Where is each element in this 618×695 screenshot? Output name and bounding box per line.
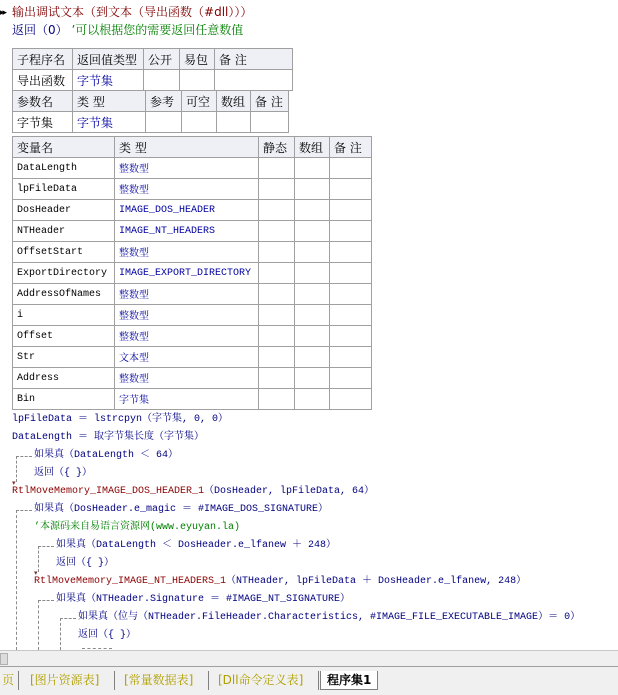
tab-assembly-1[interactable]: 程序集1 xyxy=(320,671,378,690)
var-array-cell[interactable] xyxy=(295,179,330,200)
tab-dll-commands[interactable]: [Dll命令定义表] xyxy=(218,673,304,687)
var-type-cell[interactable]: IMAGE_NT_HEADERS xyxy=(115,221,259,242)
variable-row[interactable] xyxy=(13,221,372,242)
block-guide xyxy=(60,618,61,650)
variable-row[interactable] xyxy=(13,368,372,389)
sub-col-name: 子程序名 xyxy=(13,49,73,70)
function-call: RtlMoveMemory_IMAGE_NT_HEADERS_1 xyxy=(34,576,227,587)
param-col-note: 备 注 xyxy=(251,91,289,112)
condition: （位与（NTHeader.FileHeader.Characteristics, #IMAGE_FILE_EXECUTABLE_IMAGE）＝ 0） xyxy=(108,612,581,623)
var-name-cell[interactable]: DosHeader xyxy=(13,200,115,221)
var-note-cell[interactable] xyxy=(330,389,372,410)
return-line[interactable] xyxy=(12,22,243,38)
variable-row[interactable] xyxy=(13,200,372,221)
keyword-if: 如果真 xyxy=(78,612,108,623)
horizontal-scrollbar[interactable] xyxy=(0,650,618,666)
param-nullable-cell[interactable] xyxy=(182,112,217,133)
var-type-cell[interactable]: 整数型 xyxy=(115,305,259,326)
variable-row[interactable] xyxy=(13,242,372,263)
sub-note-cell[interactable] xyxy=(215,70,293,91)
param-type-cell[interactable]: 字节集 xyxy=(73,112,146,133)
block-guide xyxy=(38,600,54,601)
tab-image-resources[interactable]: [图片资源表] xyxy=(30,673,100,687)
var-array-cell[interactable] xyxy=(295,221,330,242)
variable-row[interactable] xyxy=(13,263,372,284)
var-note-cell[interactable] xyxy=(330,284,372,305)
var-type-cell[interactable]: 整数型 xyxy=(115,179,259,200)
keyword-if: 如果真 xyxy=(56,594,86,605)
tab-separator xyxy=(18,671,19,690)
variable-row[interactable] xyxy=(13,158,372,179)
var-name-cell[interactable]: Offset xyxy=(13,326,115,347)
var-name-cell[interactable]: ExportDirectory xyxy=(13,263,115,284)
var-static-cell[interactable] xyxy=(259,347,295,368)
var-note-cell[interactable] xyxy=(330,242,372,263)
tab-separator xyxy=(318,671,319,690)
block-guide xyxy=(38,546,54,547)
var-static-cell[interactable] xyxy=(259,158,295,179)
var-name-cell[interactable]: Str xyxy=(13,347,115,368)
param-array-cell[interactable] xyxy=(217,112,251,133)
sub-col-public: 公开 xyxy=(144,49,180,70)
var-type-cell[interactable]: IMAGE_EXPORT_DIRECTORY xyxy=(115,263,259,284)
block-guide xyxy=(38,546,39,572)
sub-col-return-type: 返回值类型 xyxy=(73,49,144,70)
param-col-name: 参数名 xyxy=(13,91,73,112)
block-end-marker: ▾ xyxy=(12,479,16,487)
var-static-cell[interactable] xyxy=(259,179,295,200)
variable-row[interactable] xyxy=(13,347,372,368)
var-name-cell[interactable]: OffsetStart xyxy=(13,242,115,263)
var-type-cell[interactable]: IMAGE_DOS_HEADER xyxy=(115,200,259,221)
var-type-cell[interactable]: 字节集 xyxy=(115,389,259,410)
code-line[interactable]: 返回（{ }） xyxy=(78,630,137,641)
var-static-cell[interactable] xyxy=(259,389,295,410)
var-name-cell[interactable]: AddressOfNames xyxy=(13,284,115,305)
var-type-cell[interactable]: 整数型 xyxy=(115,368,259,389)
code-line[interactable] xyxy=(12,484,374,500)
var-array-cell[interactable] xyxy=(295,305,330,326)
var-note-cell[interactable] xyxy=(330,347,372,368)
sub-col-note: 备 注 xyxy=(215,49,293,70)
code-line[interactable]: 返回（{ }） xyxy=(34,468,93,479)
var-static-cell[interactable] xyxy=(259,305,295,326)
func-args: （到文本（导出函数（#dll））） xyxy=(84,5,253,19)
return-comment: ’可以根据您的需要返回任意数值 xyxy=(71,23,244,37)
var-array-cell[interactable] xyxy=(295,200,330,221)
var-name-cell[interactable]: i xyxy=(13,305,115,326)
variable-row[interactable] xyxy=(13,305,372,326)
var-name-cell[interactable]: lpFileData xyxy=(13,179,115,200)
call-args: （NTHeader, lpFileData ＋ DosHeader.e_lfanew, 248） xyxy=(226,576,527,587)
var-note-cell[interactable] xyxy=(330,368,372,389)
condition: （DataLength ＜ 64） xyxy=(64,450,179,461)
var-type-cell[interactable]: 文本型 xyxy=(115,347,259,368)
tab-constant-data[interactable]: [常量数据表] xyxy=(124,673,194,687)
tab-bar xyxy=(0,666,618,695)
keyword-if: 如果真 xyxy=(34,450,64,461)
sub-epkg-cell[interactable] xyxy=(180,70,215,91)
condition: （NTHeader.Signature ＝ #IMAGE_NT_SIGNATURE） xyxy=(86,594,351,605)
keyword-if: 如果真 xyxy=(56,540,86,551)
sub-name-cell[interactable]: 导出函数 xyxy=(13,70,73,91)
tab-separator xyxy=(208,671,209,690)
sub-col-epkg: 易包 xyxy=(180,49,215,70)
subroutine-table[interactable] xyxy=(12,48,293,91)
block-guide xyxy=(38,600,39,650)
var-note-cell[interactable] xyxy=(330,326,372,347)
var-array-cell[interactable] xyxy=(295,242,330,263)
var-col-note: 备 注 xyxy=(330,137,372,158)
var-col-static: 静态 xyxy=(259,137,295,158)
var-static-cell[interactable] xyxy=(259,263,295,284)
param-col-array: 数组 xyxy=(217,91,251,112)
var-name-cell[interactable]: Bin xyxy=(13,389,115,410)
var-array-cell[interactable] xyxy=(295,368,330,389)
var-type-cell[interactable]: 整数型 xyxy=(115,242,259,263)
var-col-array: 数组 xyxy=(295,137,330,158)
param-name-cell[interactable]: 字节集 xyxy=(13,112,73,133)
var-type-cell[interactable]: 整数型 xyxy=(115,284,259,305)
return-statement: 返回（0） xyxy=(12,23,68,37)
var-col-type: 类 型 xyxy=(115,137,259,158)
variable-row[interactable] xyxy=(13,179,372,200)
var-static-cell[interactable] xyxy=(259,242,295,263)
var-static-cell[interactable] xyxy=(259,368,295,389)
variable-row[interactable] xyxy=(13,326,372,347)
current-line-arrow-icon: ▸▸ xyxy=(0,8,6,18)
block-end-marker: ▾ xyxy=(34,569,38,577)
code-line[interactable]: 返回（{ }） xyxy=(56,558,115,569)
var-array-cell[interactable] xyxy=(295,389,330,410)
code-line[interactable] xyxy=(34,448,178,464)
code-line[interactable] xyxy=(78,610,580,626)
var-type-cell[interactable]: 整数型 xyxy=(115,326,259,347)
var-note-cell[interactable] xyxy=(330,179,372,200)
block-guide xyxy=(82,648,112,649)
var-array-cell[interactable] xyxy=(295,347,330,368)
code-line[interactable] xyxy=(34,574,526,590)
param-note-cell[interactable] xyxy=(251,112,289,133)
block-guide xyxy=(16,456,17,482)
variable-table[interactable] xyxy=(12,136,372,410)
block-guide xyxy=(16,510,17,650)
variable-row[interactable] xyxy=(13,389,372,410)
var-col-name: 变量名 xyxy=(13,137,115,158)
debug-output-line[interactable] xyxy=(12,4,252,20)
var-name-cell[interactable]: DataLength xyxy=(13,158,115,179)
tab-separator xyxy=(114,671,115,690)
func-name: 输出调试文本 xyxy=(12,5,85,19)
block-guide xyxy=(16,456,32,457)
var-note-cell[interactable] xyxy=(330,158,372,179)
param-col-ref: 参考 xyxy=(146,91,182,112)
var-static-cell[interactable] xyxy=(259,221,295,242)
var-name-cell[interactable]: Address xyxy=(13,368,115,389)
comment-line[interactable]: ’本源码来自易语言资源网(www.eyuyan.la) xyxy=(34,522,241,533)
param-col-nullable: 可空 xyxy=(182,91,217,112)
var-type-cell[interactable]: 整数型 xyxy=(115,158,259,179)
code-line[interactable]: lpFileData ＝ lstrcpyn（字节集, 0, 0） xyxy=(12,414,229,425)
block-guide xyxy=(60,618,76,619)
var-static-cell[interactable] xyxy=(259,284,295,305)
var-array-cell[interactable] xyxy=(295,158,330,179)
block-guide xyxy=(16,510,32,511)
var-note-cell[interactable] xyxy=(330,200,372,221)
condition: （DataLength ＜ DosHeader.e_lfanew ＋ 248） xyxy=(86,540,337,551)
code-line[interactable] xyxy=(56,538,336,554)
var-array-cell[interactable] xyxy=(295,326,330,347)
call-args: （DosHeader, lpFileData, 64） xyxy=(204,486,375,497)
parameter-table[interactable] xyxy=(12,90,289,133)
param-col-type: 类 型 xyxy=(73,91,146,112)
condition: （DosHeader.e_magic ＝ #IMAGE_DOS_SIGNATURE） xyxy=(64,504,329,515)
variable-row[interactable] xyxy=(13,284,372,305)
var-static-cell[interactable] xyxy=(259,326,295,347)
var-name-cell[interactable]: NTHeader xyxy=(13,221,115,242)
var-note-cell[interactable] xyxy=(330,263,372,284)
sub-public-cell[interactable] xyxy=(144,70,180,91)
sub-return-type-cell[interactable]: 字节集 xyxy=(73,70,144,91)
keyword-if: 如果真 xyxy=(34,504,64,515)
param-ref-cell[interactable] xyxy=(146,112,182,133)
var-array-cell[interactable] xyxy=(295,284,330,305)
var-note-cell[interactable] xyxy=(330,305,372,326)
code-line[interactable] xyxy=(34,502,328,518)
tab-start-page[interactable]: 页 xyxy=(2,673,15,687)
code-line[interactable]: DataLength ＝ 取字节集长度（字节集） xyxy=(12,432,205,443)
code-line[interactable] xyxy=(56,592,350,608)
var-array-cell[interactable] xyxy=(295,263,330,284)
function-call: RtlMoveMemory_IMAGE_DOS_HEADER_1 xyxy=(12,486,205,497)
var-note-cell[interactable] xyxy=(330,221,372,242)
scrollbar-thumb[interactable] xyxy=(0,653,8,665)
var-static-cell[interactable] xyxy=(259,200,295,221)
